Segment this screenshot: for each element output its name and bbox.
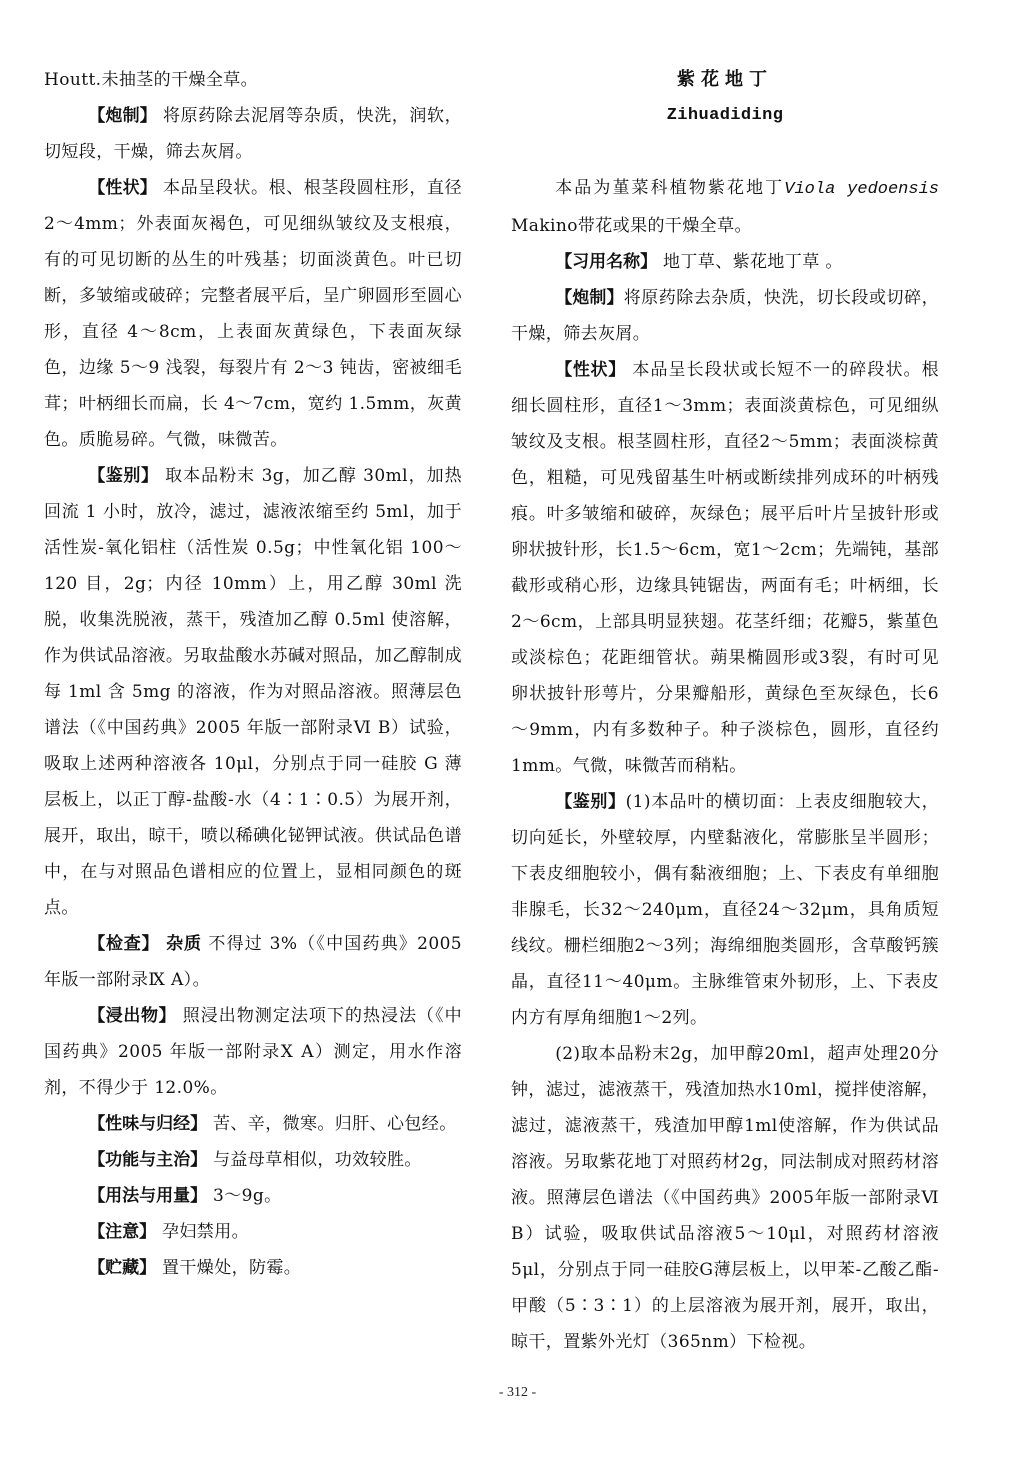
- intro-latin-name: Viola yedoensis: [784, 180, 939, 199]
- section-jiancha: [44, 926, 462, 998]
- section-xingzhuang: [44, 170, 462, 458]
- section-xingzhuang: [511, 352, 939, 784]
- section-body: 将原药除去杂质，快洗，切长段或切碎，干燥，筛去灰屑。: [511, 288, 939, 344]
- section-paozhi: [44, 98, 462, 170]
- intro-part-a: 本品为堇菜科植物紫花地丁: [555, 178, 785, 198]
- section-heading: 【功能与主治】: [88, 1150, 208, 1170]
- left-column: [44, 62, 462, 1286]
- section-gongneng: [44, 1142, 462, 1178]
- section-body: 与益母草相似，功效较胜。: [207, 1150, 422, 1170]
- section-jianbie-2: (2)取本品粉末2g，加甲醇20ml，超声处理20分钟，滤过，滤液蒸干，残渣加热水10ml，搅拌使溶解，滤过，滤液蒸干，残渣加甲醇1ml使溶解，作为供试品溶液。另取紫花地丁对照药材2g，同法制成对照药材溶液。照薄层色谱法（《中国药典》2005年版一部附录Ⅵ B）试验，吸取供试品溶液5～10μl，对照药材溶液5μl，分别点于同一硅胶G薄层板上，以甲苯-乙酸乙酯-甲酸（5∶3∶1）的上层溶液为展开剂，展开，取出，晾干，置紫外光灯（365nm）下检视。: [511, 1044, 939, 1352]
- section-body: 孕妇禁用。: [156, 1222, 249, 1242]
- section-heading: 【鉴别】: [88, 466, 159, 486]
- section-heading: 【性状】: [88, 178, 157, 198]
- section-jianbie: [511, 784, 939, 1036]
- section-heading: 【习用名称】: [555, 252, 658, 272]
- intro-text: [511, 170, 939, 244]
- intro-part-b: Makino带花或果的干燥全草。: [511, 216, 752, 236]
- section-heading: 【炮制】: [88, 106, 157, 126]
- section-heading: 【性味与归经】: [88, 1114, 208, 1134]
- section-xiyong: [511, 244, 939, 280]
- section-heading: 【注意】: [88, 1222, 157, 1242]
- section-subheading: 杂质: [159, 934, 202, 954]
- monograph-pinyin: Zihuadiding: [666, 106, 784, 125]
- section-body: 取本品粉末 3g，加乙醇 30ml，加热回流 1 小时，放冷，滤过，滤液浓缩至约 5ml，加于活性炭-氧化铝柱（活性炭 0.5g；中性氧化铝 100～120 目，2g；内径 10mm）上，用乙醇 30ml 洗脱，收集洗脱液，蒸干，残渣加乙醇 0.5ml 使溶解，作为供试品溶液。另取盐酸水苏碱对照品，加乙醇制成每 1ml 含 5mg 的溶液，作为对照品溶液。照薄层色谱法（《中国药典》2005 年版一部附录Ⅵ B）试验，吸取上述两种溶液各 10μl，分别点于同一硅胶 G 薄层板上，以正丁醇-盐酸-水（4∶1∶0.5）为展开剂，展开，取出，晾干，喷以稀碘化铋钾试液。供试品色谱中，在与对照品色谱相应的位置上，显相同颜色的斑点。: [44, 466, 463, 918]
- right-column: [511, 62, 939, 1360]
- section-jianbie: [44, 458, 462, 926]
- section-body: 苦、辛，微寒。归肝、心包经。: [207, 1114, 457, 1134]
- section-paozhi: [511, 280, 939, 352]
- section-body: 将原药除去泥屑等杂质，快洗，润软，切短段，干燥，筛去灰屑。: [44, 106, 463, 162]
- spacer: [511, 134, 939, 170]
- section-yongfa: [44, 1178, 462, 1214]
- section-heading: 【鉴别】: [555, 792, 626, 812]
- section-body: 不得过 3%（《中国药典》2005 年版一部附录Ⅸ A）。: [44, 934, 462, 990]
- lead-text: Houtt.未抽茎的干燥全草。: [44, 70, 259, 90]
- section-body: 置干燥处，防霉。: [156, 1258, 302, 1278]
- section-heading: 【贮藏】: [88, 1258, 157, 1278]
- page-number: - 312 -: [498, 1385, 537, 1400]
- section-heading: 【用法与用量】: [88, 1186, 208, 1206]
- section-heading: 【浸出物】: [88, 1006, 177, 1026]
- section-body: 本品呈长段状或长短不一的碎段状。根细长圆柱形，直径1～3mm；表面淡黄棕色，可见细纵皱纹及支根。根茎圆柱形，直径2～5mm；表面淡棕黄色，粗糙，可见残留基生叶柄或断续排列成环的叶柄残痕。叶多皱缩和破碎，灰绿色；展平后叶片呈披针形或卵状披针形，长1.5～6cm，宽1～2cm；先端钝，基部截形或稍心形，边缘具钝锯齿，两面有毛；叶柄细，长2～6cm，上部具明显狭翅。花茎纤细；花瓣5，紫堇色或淡棕色；花距细管状。蒴果椭圆形或3裂，有时可见卵状披针形萼片，分果瓣船形，黄绿色至灰绿色，长6～9mm，内有多数种子。种子淡棕色，圆形，直径约1mm。气微，味微苦而稍粘。: [511, 360, 940, 776]
- section-heading: 【炮制】: [555, 288, 624, 308]
- section-xingwei: [44, 1106, 462, 1142]
- section-body: 照浸出物测定法项下的热浸法（《中国药典》2005 年版一部附录Ⅹ A）测定，用水作溶剂，不得少于 12.0%。: [44, 1006, 463, 1098]
- section-heading: 【检查】: [88, 934, 160, 954]
- section-zhucang: [44, 1250, 462, 1286]
- section-body: (1)本品叶的横切面：上表皮细胞较大，切向延长，外壁较厚，内壁黏液化，常膨胀呈半圆形；下表皮细胞较小，偶有黏液细胞；上、下表皮有单细胞非腺毛，长32～240μm，直径24～32μm，具角质短线纹。栅栏细胞2～3列；海绵细胞类圆形，含草酸钙簇晶，直径11～40μm。主脉维管束外韧形，上、下表皮内方有厚角细胞1～2列。: [511, 792, 940, 1028]
- section-zhuyi: [44, 1214, 462, 1250]
- section-jinchuwu: [44, 998, 462, 1106]
- section-body: 地丁草、紫花地丁草 。: [657, 252, 843, 272]
- monograph-title: 紫花地丁: [677, 69, 773, 90]
- section-body: 3～9g。: [207, 1186, 282, 1206]
- section-body: 本品呈段状。根、根茎段圆柱形，直径 2～4mm；外表面灰褐色，可见细纵皱纹及支根痕，有的可见切断的丛生的叶残基；切面淡黄色。叶已切断，多皱缩或破碎；完整者展平后，呈广卵圆形至圆心形，直径 4～8cm，上表面灰黄绿色，下表面灰绿色，边缘 5～9 浅裂，每裂片有 2～3 钝齿，密被细毛茸；叶柄细长而扁，长 4～7cm，宽约 1.5mm，灰黄色。质脆易碎。气微，味微苦。: [44, 178, 463, 450]
- section-heading: 【性状】: [555, 360, 626, 380]
